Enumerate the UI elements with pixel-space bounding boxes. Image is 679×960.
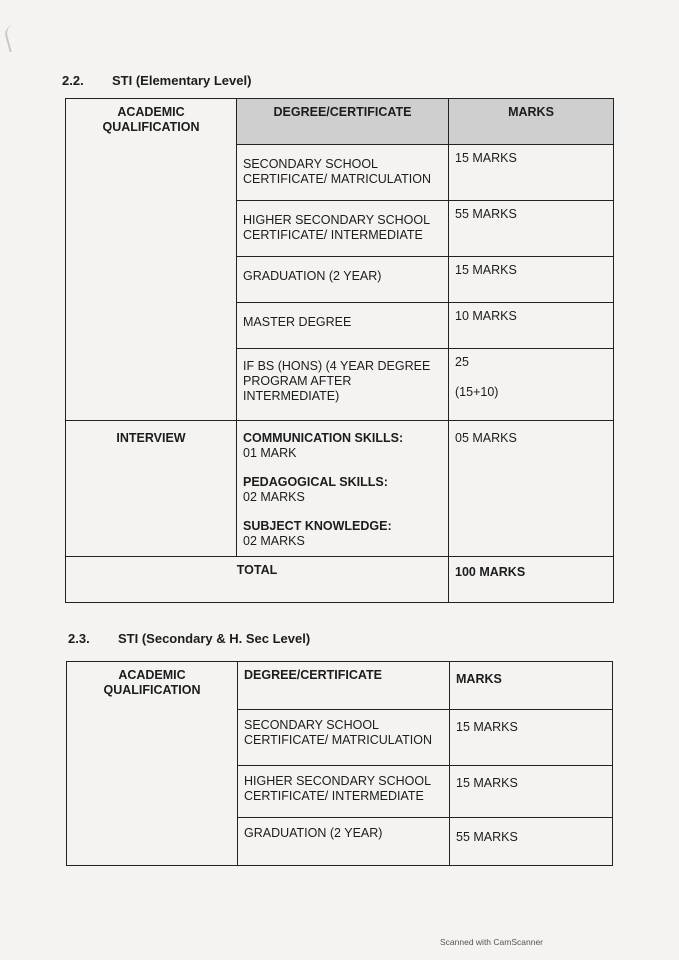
interview-item-value: 02 MARKS [243,534,305,548]
degree-cell: HIGHER SECONDARY SCHOOL CERTIFICATE/ INTERMEDIATE [237,201,449,257]
degree-header: DEGREE/CERTIFICATE [238,662,450,710]
scanner-watermark: Scanned with CamScanner [440,937,544,947]
marks-cell: 15 MARKS [450,710,613,766]
marks-note: (15+10) [455,385,499,399]
page-fold-mark [3,22,31,53]
section-number: 2.3. [68,631,90,646]
degree-cell: GRADUATION (2 YEAR) [237,257,449,303]
degree-cell: GRADUATION (2 YEAR) [238,818,450,866]
interview-item-value: 01 MARK [243,446,297,460]
marks-cell: 55 MARKS [450,818,613,866]
table-row [67,662,613,710]
degree-cell: MASTER DEGREE [237,303,449,349]
interview-item-title: COMMUNICATION SKILLS: [243,431,404,445]
qualification-label: ACADEMIC QUALIFICATION [67,662,238,866]
marks-header: MARKS [449,99,614,145]
marks-cell: 15 MARKS [449,145,614,201]
marks-cell: 15 MARKS [449,257,614,303]
table-row [66,557,614,603]
marks-value: 25 [455,355,469,369]
marks-cell: 55 MARKS [449,201,614,257]
interview-item-value: 02 MARKS [243,490,305,504]
elementary-marks-table [65,98,614,603]
marks-cell: 10 MARKS [449,303,614,349]
interview-label: INTERVIEW [66,421,237,557]
degree-cell: SECONDARY SCHOOL CERTIFICATE/ MATRICULATION [237,145,449,201]
interview-item-title: SUBJECT KNOWLEDGE: [243,519,392,533]
table-row [66,421,614,557]
section-title: STI (Elementary Level) [112,73,252,88]
section-title: STI (Secondary & H. Sec Level) [118,631,311,646]
marks-cell: 15 MARKS [450,766,613,818]
degree-cell: HIGHER SECONDARY SCHOOL CERTIFICATE/ INTERMEDIATE [238,766,450,818]
interview-items [237,421,449,557]
marks-cell [449,349,614,421]
marks-header: MARKS [450,662,613,710]
degree-header: DEGREE/CERTIFICATE [237,99,449,145]
interview-item-title: PEDAGOGICAL SKILLS: [243,475,388,489]
degree-cell: IF BS (HONS) (4 YEAR DEGREE PROGRAM AFTER INTERMEDIATE) [237,349,449,421]
secondary-marks-table [66,661,613,866]
table-row [66,99,614,145]
section-heading-2-3 [68,631,310,646]
qualification-label: ACADEMIC QUALIFICATION [66,99,237,421]
section-heading-2-2 [62,73,251,88]
degree-cell: SECONDARY SCHOOL CERTIFICATE/ MATRICULATION [238,710,450,766]
total-label: TOTAL [66,557,449,603]
total-marks: 100 MARKS [449,557,614,603]
interview-marks: 05 MARKS [449,421,614,557]
section-number: 2.2. [62,73,84,88]
